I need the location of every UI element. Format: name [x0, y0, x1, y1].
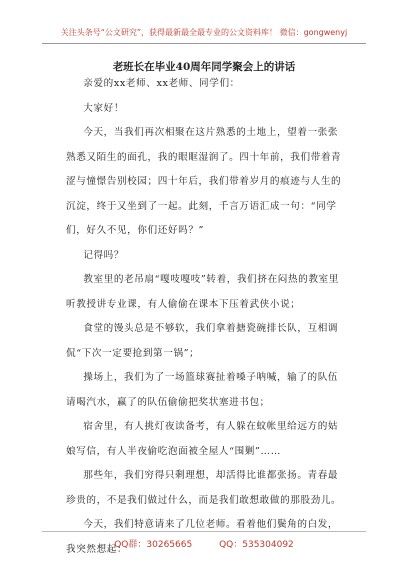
- paragraph: 宿舍里，有人挑灯夜读备考，有人躲在蚊帐里给远方的姑娘写信，有人半夜偷吃泡面被全屋人“围剿”……: [66, 421, 339, 457]
- paragraph: 操场上，我们为了一场篮球赛扯着嗓子呐喊，输了的队伍请喝汽水，赢了的队伍偷偷把奖状塞进书包；: [66, 372, 339, 408]
- paragraph: 那些年，我们穷得只剩理想，却活得比谁都张扬。青春最珍贵的，不是我们做过什么，而是我们敢想敢做的那股劲儿。: [66, 470, 342, 506]
- paragraph: 今天，当我们再次相聚在这片熟悉的土地上，望着一张张熟悉又陌生的面孔，我的眼眶湿润了。四十年前，我们带着青涩与憧憬告别校园；四十年后，我们带着岁月的痕迹与人生的沉淀，终于又坐到了一起。此刻，千言万语汇成一句：“同学们，好久不见，你们还好吗？”: [66, 127, 342, 236]
- footer-divider: [42, 531, 366, 532]
- paragraph: 教室里的老吊扇“嘎吱嘎吱”转着，我们挤在闷热的教室里听教授讲专业课，有人偷偷在课本下压着武侠小说；: [66, 274, 339, 310]
- footer-qq-group: QQ群：30265665: [114, 540, 193, 550]
- document-title: 老班长在毕业40周年同学聚会上的讲话: [112, 61, 296, 73]
- document-body: [66, 72, 348, 562]
- header-notice: 关注头条号“公文研究”，获得最新最全最专业的公文资料库！ 微信：gongwenyj: [60, 28, 348, 37]
- paragraph: 食堂的馒头总是不够软，我们拿着搪瓷碗排长队，互相调侃“下次一定要抢到第一锅”；: [66, 323, 339, 359]
- salutation: 亲爱的xx老师、xx老师、同学们：: [83, 78, 240, 89]
- paragraph: 今天，我们特意请来了几位老师。看着他们鬓角的白发，我突然想起：: [66, 519, 339, 555]
- footer-contact: [0, 537, 408, 550]
- paragraph: 记得吗？: [83, 249, 125, 261]
- header-divider: [42, 43, 366, 44]
- greeting: 大家好！: [83, 102, 125, 114]
- footer-qq: QQ：535304092: [219, 540, 294, 550]
